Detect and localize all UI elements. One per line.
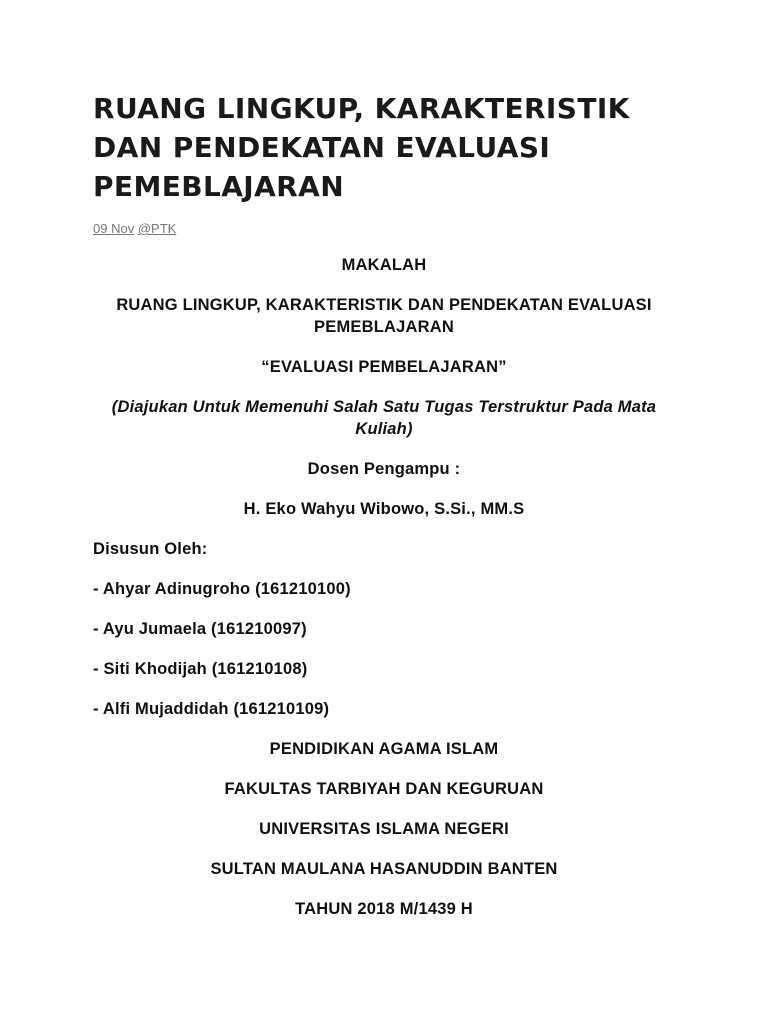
lecturer-label: Dosen Pengampu :	[307, 460, 461, 478]
article-meta	[93, 221, 675, 237]
author-item: - Ahyar Adinugroho (161210100)	[93, 580, 351, 598]
topic-heading: RUANG LINGKUP, KARAKTERISTIK DAN PENDEKATAN EVALUASI PEMEBLAJARAN	[116, 296, 652, 336]
faculty-name: FAKULTAS TARBIYAH DAN KEGURUAN	[224, 780, 544, 798]
lecturer-name: H. Eko Wahyu Wibowo, S.Si., MM.S	[243, 500, 525, 518]
university-line: UNIVERSITAS ISLAMA NEGERI	[259, 820, 509, 838]
authors-label: Disusun Oleh:	[93, 540, 208, 558]
course-heading: “EVALUASI PEMBELAJARAN”	[261, 358, 507, 376]
program-name: PENDIDIKAN AGAMA ISLAM	[269, 740, 499, 758]
author-item: - Siti Khodijah (161210108)	[93, 660, 308, 678]
author-link[interactable]: @PTK	[137, 221, 177, 236]
makalah-heading: MAKALAH	[341, 256, 427, 274]
article-body	[93, 254, 675, 920]
author-item: - Ayu Jumaela (161210097)	[93, 620, 307, 638]
author-item: - Alfi Mujaddidah (161210109)	[93, 700, 330, 718]
university-name: SULTAN MAULANA HASANUDDIN BANTEN	[210, 860, 558, 878]
post-date-link[interactable]: 09 Nov	[93, 221, 135, 236]
article	[93, 0, 675, 938]
purpose-text: (Diajukan Untuk Memenuhi Salah Satu Tugas Terstruktur Pada Mata Kuliah)	[111, 398, 657, 438]
article-title: RUANG LINGKUP, KARAKTERISTIK DAN PENDEKATAN EVALUASI PEMEBLAJARAN	[93, 92, 630, 203]
year-text: TAHUN 2018 M/1439 H	[295, 900, 473, 918]
